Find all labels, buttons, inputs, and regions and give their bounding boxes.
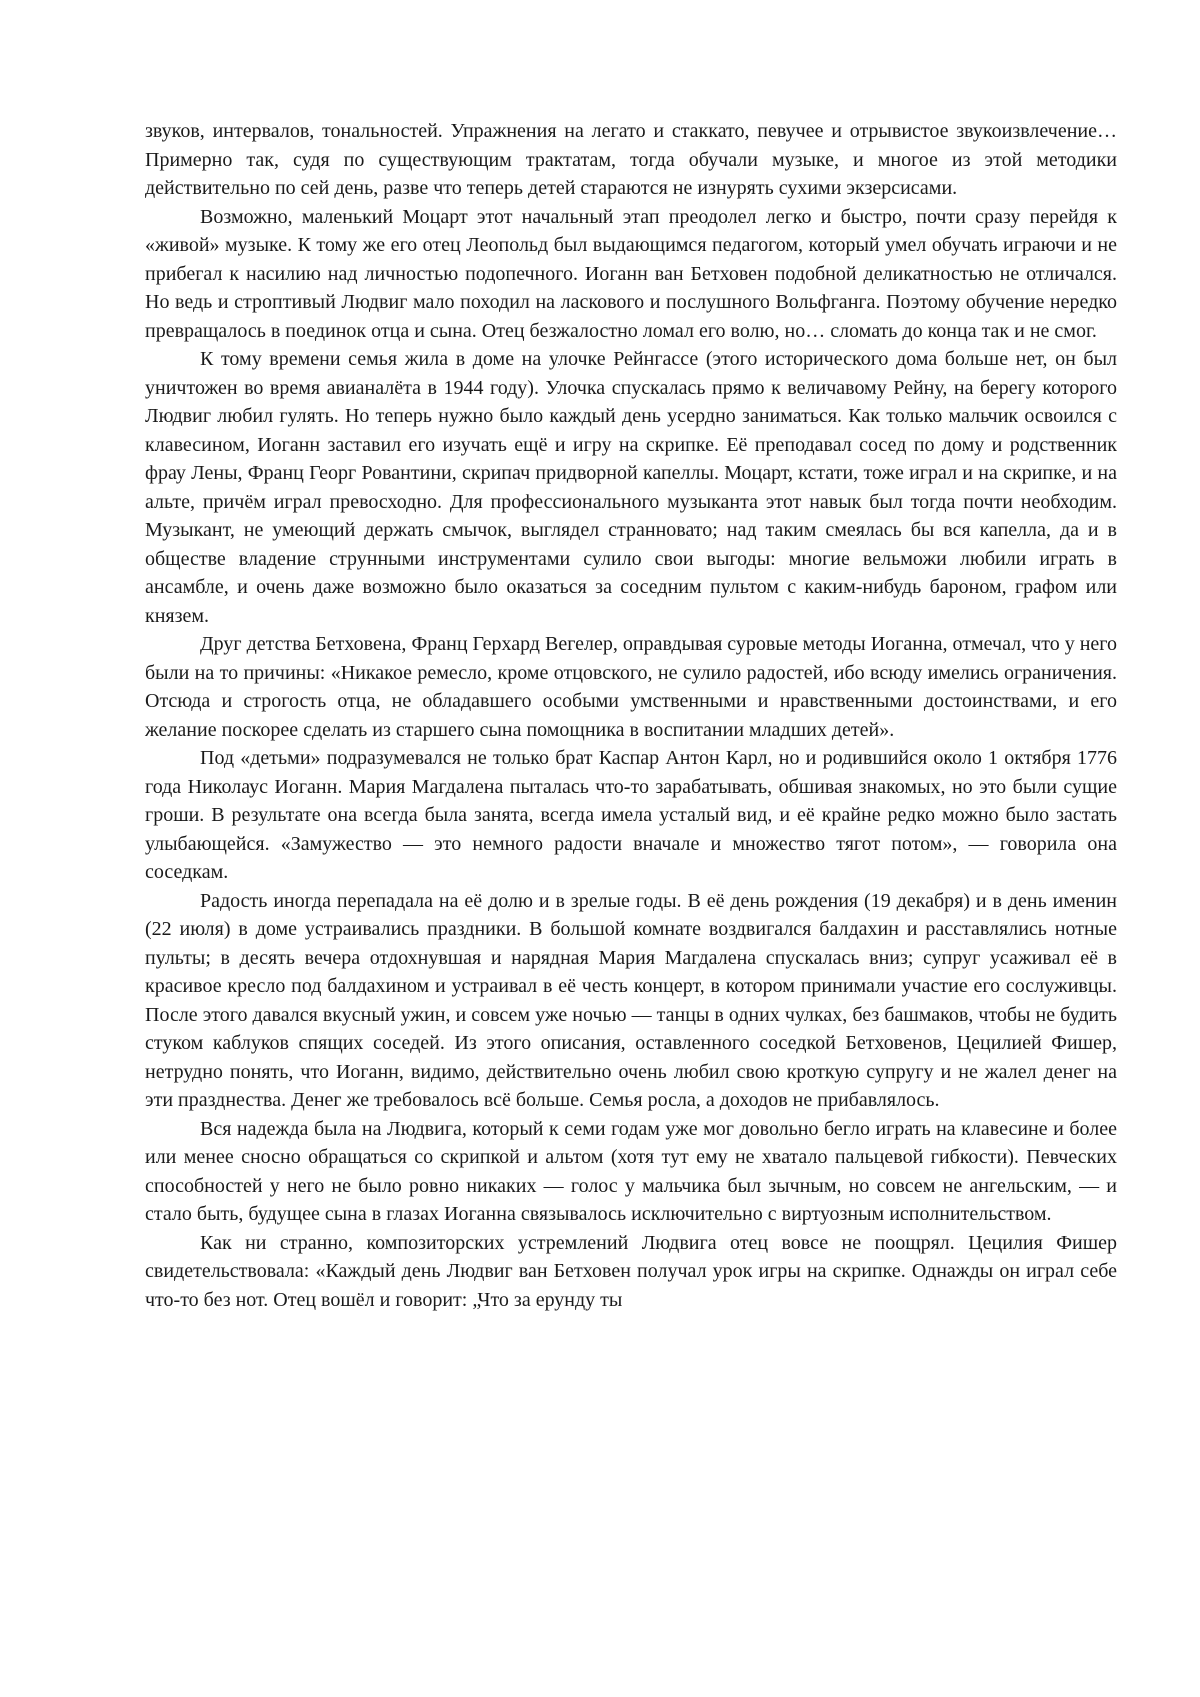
paragraph: Под «детьми» подразумевался не только брат Каспар Антон Карл, но и родившийся около 1 октября 1776 года Николаус Иоганн. Мария Магдалена пыталась что-то зарабатывать, обшивая знакомых, но это были сущие гроши. В результате она всегда была занята, всегда имела усталый вид, и её крайне редко можно было застать улыбающейся. «Замужество — это немного радости вначале и множество тягот потом», — говорила она соседкам. [145,747,1117,883]
paragraph: Радость иногда перепадала на её долю и в зрелые годы. В её день рождения (19 декабря) и в день именин (22 июля) в доме устраивались праздники. В большой комнате воздвигался балдахин и расставлялись нотные пульты; в десять вечера отдохнувшая и нарядная Мария Магдалена спускалась вниз; супруг усаживал её в красивое кресло под балдахином и устраивал в её честь концерт, в котором принимали участие его сослуживцы. После этого давался вкусный ужин, и совсем уже ночью — танцы в одних чулках, без башмаков, чтобы не будить стуком каблуков спящих соседей. Из этого описания, оставленного соседкой Бетховенов, Цецилией Фишер, нетрудно понять, что Иоганн, видимо, действительно очень любил свою кроткую супругу и не жалел денег на эти празднества. Денег же требовалось всё больше. Семья росла, а доходов не прибавлялось. [145,889,1117,1111]
paragraph: К тому времени семья жила в доме на улочке Рейнгассе (этого исторического дома больше нет, он был уничтожен во время авианалёта в 1944 году). Улочка спускалась прямо к величавому Рейну, на берегу которого Людвиг любил гулять. Но теперь нужно было каждый день усердно заниматься. Как только мальчик освоился с клавесином, Иоганн заставил его изучать ещё и игру на скрипке. Её преподавал сосед по дому и родственник фрау Лены, Франц Георг Ровантини, скрипач придворной капеллы. Моцарт, кстати, тоже играл и на скрипке, и на альте, причём играл превосходно. Для профессионального музыканта этот навык был тогда почти необходим. Музыкант, не умеющий держать смычок, выглядел странновато; над таким смеялась бы вся капелла, да и в обществе владение струнными инструментами сулило свои выгоды: многие вельможи любили играть в ансамбле, и очень даже возможно было оказаться за соседним пультом с каким-нибудь бароном, графом или князем. [145,348,1117,627]
paragraph-continued: звуков, интервалов, тональностей. Упражнения на легато и стаккато, певучее и отрывистое звукоизвлечение… Примерно так, судя по существующим трактатам, тогда обучали музыке, и многое из этой методики действительно по сей день, разве что теперь детей стараются не изнурять сухими экзерсисами. [145,120,1117,199]
paragraph: Друг детства Бетховена, Франц Герхард Вегелер, оправдывая суровые методы Иоганна, отмечал, что у него были на то причины: «Никакое ремесло, кроме отцовского, не сулило радостей, ибо всюду имелись ограничения. Отсюда и строгость отца, не обладавшего особыми умственными и нравственными достоинствами, и его желание поскорее сделать из старшего сына помощника в воспитании младших детей». [145,633,1117,741]
paragraph: Как ни странно, композиторских устремлений Людвига отец вовсе не поощрял. Цецилия Фишер свидетельствовала: «Каждый день Людвиг ван Бетховен получал урок игры на скрипке. Однажды он играл себе что-то без нот. Отец вошёл и говорит: „Что за ерунду ты [145,1231,1117,1311]
document-body [145,117,1117,1314]
paragraph: Вся надежда была на Людвига, который к семи годам уже мог довольно бегло играть на клавесине и более или менее сносно обращаться со скрипкой и альтом (хотя тут ему не хватало пальцевой гибкости). Певческих способностей у него не было ровно никаких — голос у мальчика был зычным, но совсем не ангельским, — и стало быть, будущее сына в глазах Иоганна связывалось исключительно с виртуозным исполнительством. [145,1117,1117,1225]
paragraph: Возможно, маленький Моцарт этот начальный этап преодолел легко и быстро, почти сразу перейдя к «живой» музыке. К тому же его отец Леопольд был выдающимся педагогом, который умел обучать играючи и не прибегал к насилию над личностью подопечного. Иоганн ван Бетховен подобной деликатностью не отличался. Но ведь и строптивый Людвиг мало походил на ласкового и послушного Вольфганга. Поэтому обучение нередко превращалось в поединок отца и сына. Отец безжалостно ломал его волю, но… сломать до конца так и не смог. [145,205,1117,342]
